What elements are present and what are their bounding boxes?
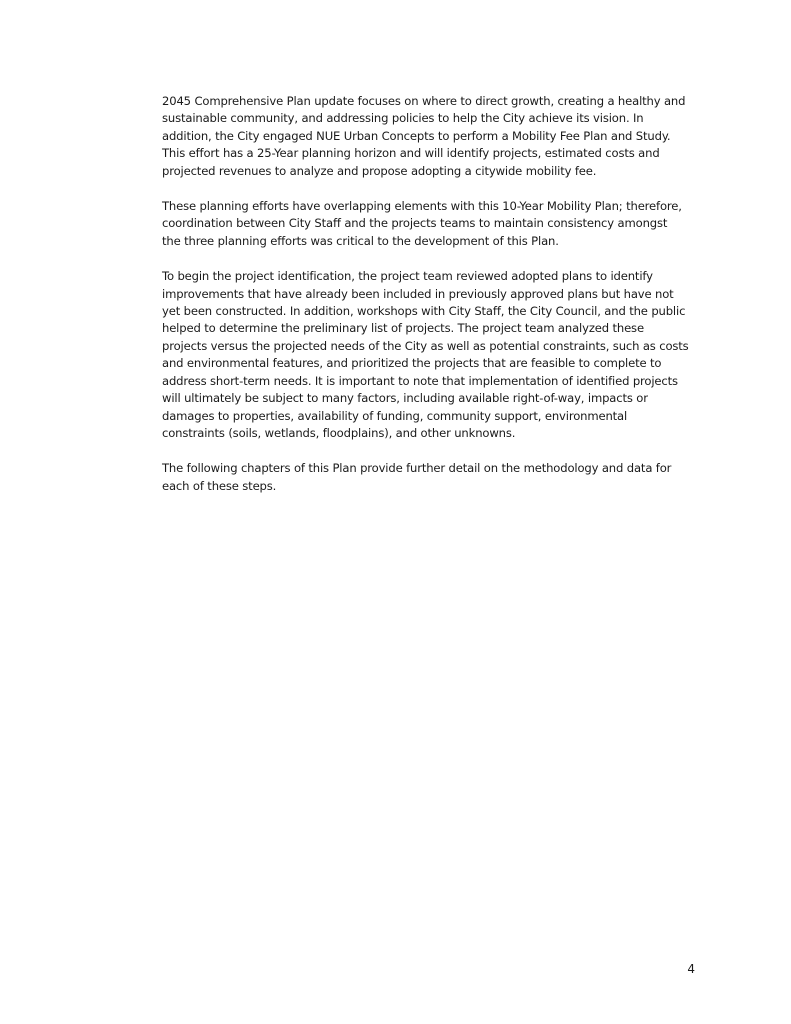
text-line: projects versus the projected needs of the City as well as potential constraints, such as costs <box>162 338 689 353</box>
text-line: This effort has a 25-Year planning horizon and will identify projects, estimated costs and <box>162 146 660 161</box>
text-line: These planning efforts have overlapping elements with this 10-Year Mobility Plan; therefore, <box>162 199 682 214</box>
text-line: improvements that have already been included in previously approved plans but have not <box>162 286 674 301</box>
paragraph-planning-efforts <box>162 198 714 250</box>
text-line: damages to properties, availability of funding, community support, environmental <box>162 408 628 423</box>
text-line: 2045 Comprehensive Plan update focuses on where to direct growth, creating a healthy and <box>162 94 686 108</box>
paragraph-project-identification <box>162 268 714 442</box>
text-line: addition, the City engaged NUE Urban Concepts to perform a Mobility Fee Plan and Study. <box>162 128 671 143</box>
text-line: and environmental features, and prioritized the projects that are feasible to complete to <box>162 356 662 371</box>
text-line: To begin the project identification, the project team reviewed adopted plans to identify <box>162 269 653 284</box>
text-line: yet been constructed. In addition, workshops with City Staff, the City Council, and the public <box>162 304 686 319</box>
text-line: sustainable community, and addressing policies to help the City achieve its vision. In <box>162 111 644 126</box>
text-line: projected revenues to analyze and propose adopting a citywide mobility fee. <box>162 163 597 178</box>
text-line: each of these steps. <box>162 478 277 493</box>
text-line: the three planning efforts was critical to the development of this Plan. <box>162 233 559 248</box>
document-body <box>162 93 714 513</box>
text-line: helped to determine the preliminary list of projects. The project team analyzed these <box>162 321 644 336</box>
text-line: coordination between City Staff and the projects teams to maintain consistency amongst <box>162 216 668 231</box>
text-line: will ultimately be subject to many factors, including available right-of-way, impacts or <box>162 391 648 406</box>
text-line: The following chapters of this Plan provide further detail on the methodology and data for <box>162 461 672 476</box>
page-number: 4 <box>687 962 695 976</box>
text-line: constraints (soils, wetlands, floodplains), and other unknowns. <box>162 425 516 440</box>
text-line: address short-term needs. It is important to note that implementation of identified projects <box>162 373 678 388</box>
paragraph-comprehensive-plan <box>162 93 714 180</box>
paragraph-following-chapters <box>162 460 714 495</box>
